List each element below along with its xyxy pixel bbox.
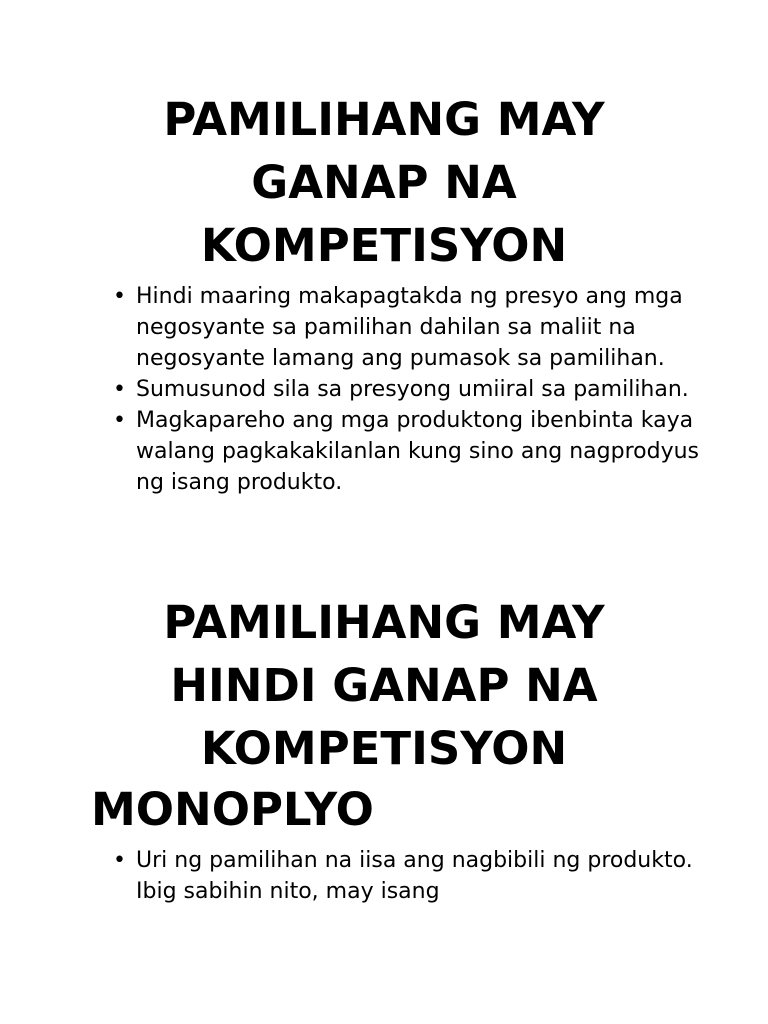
list-item: [110, 845, 710, 907]
list-item: [110, 374, 710, 405]
bullet-icon: •: [113, 848, 126, 873]
list-item: [110, 281, 710, 374]
bullet-text: Magkapareho ang mga produktong ibenbinta kaya walang pagkakakilanlan kung sino ang nagprodyus ng isang produkto.: [136, 408, 699, 495]
section-2-heading: [0, 591, 768, 780]
heading-line: HINDI GANAP NA: [170, 659, 598, 712]
bullet-text: Hindi maaring makapagtakda ng presyo ang mga negosyante sa pamilihan dahilan sa maliit na negosyante lamang ang pumasok sa pamilihan.: [136, 284, 683, 371]
heading-line: KOMPETISYON: [200, 219, 568, 272]
subheading: MONOPLYO: [91, 783, 374, 836]
section-2-bullet-list: [110, 845, 710, 907]
heading-line: PAMILIHANG MAY: [163, 93, 605, 146]
section-1-bullet-list: [110, 281, 710, 498]
bullet-icon: •: [113, 377, 126, 402]
bullet-text: Uri ng pamilihan na iisa ang nagbibili ng produkto. Ibig sabihin nito, may isang: [136, 848, 693, 904]
heading-line: KOMPETISYON: [200, 722, 568, 775]
bullet-text: Sumusunod sila sa presyong umiiral sa pamilihan.: [136, 377, 689, 402]
list-item: [110, 405, 710, 498]
heading-line: PAMILIHANG MAY: [163, 596, 605, 649]
bullet-icon: •: [113, 284, 126, 309]
heading-line: GANAP NA: [251, 156, 517, 209]
section-1-heading: [0, 88, 768, 277]
bullet-icon: •: [113, 408, 126, 433]
